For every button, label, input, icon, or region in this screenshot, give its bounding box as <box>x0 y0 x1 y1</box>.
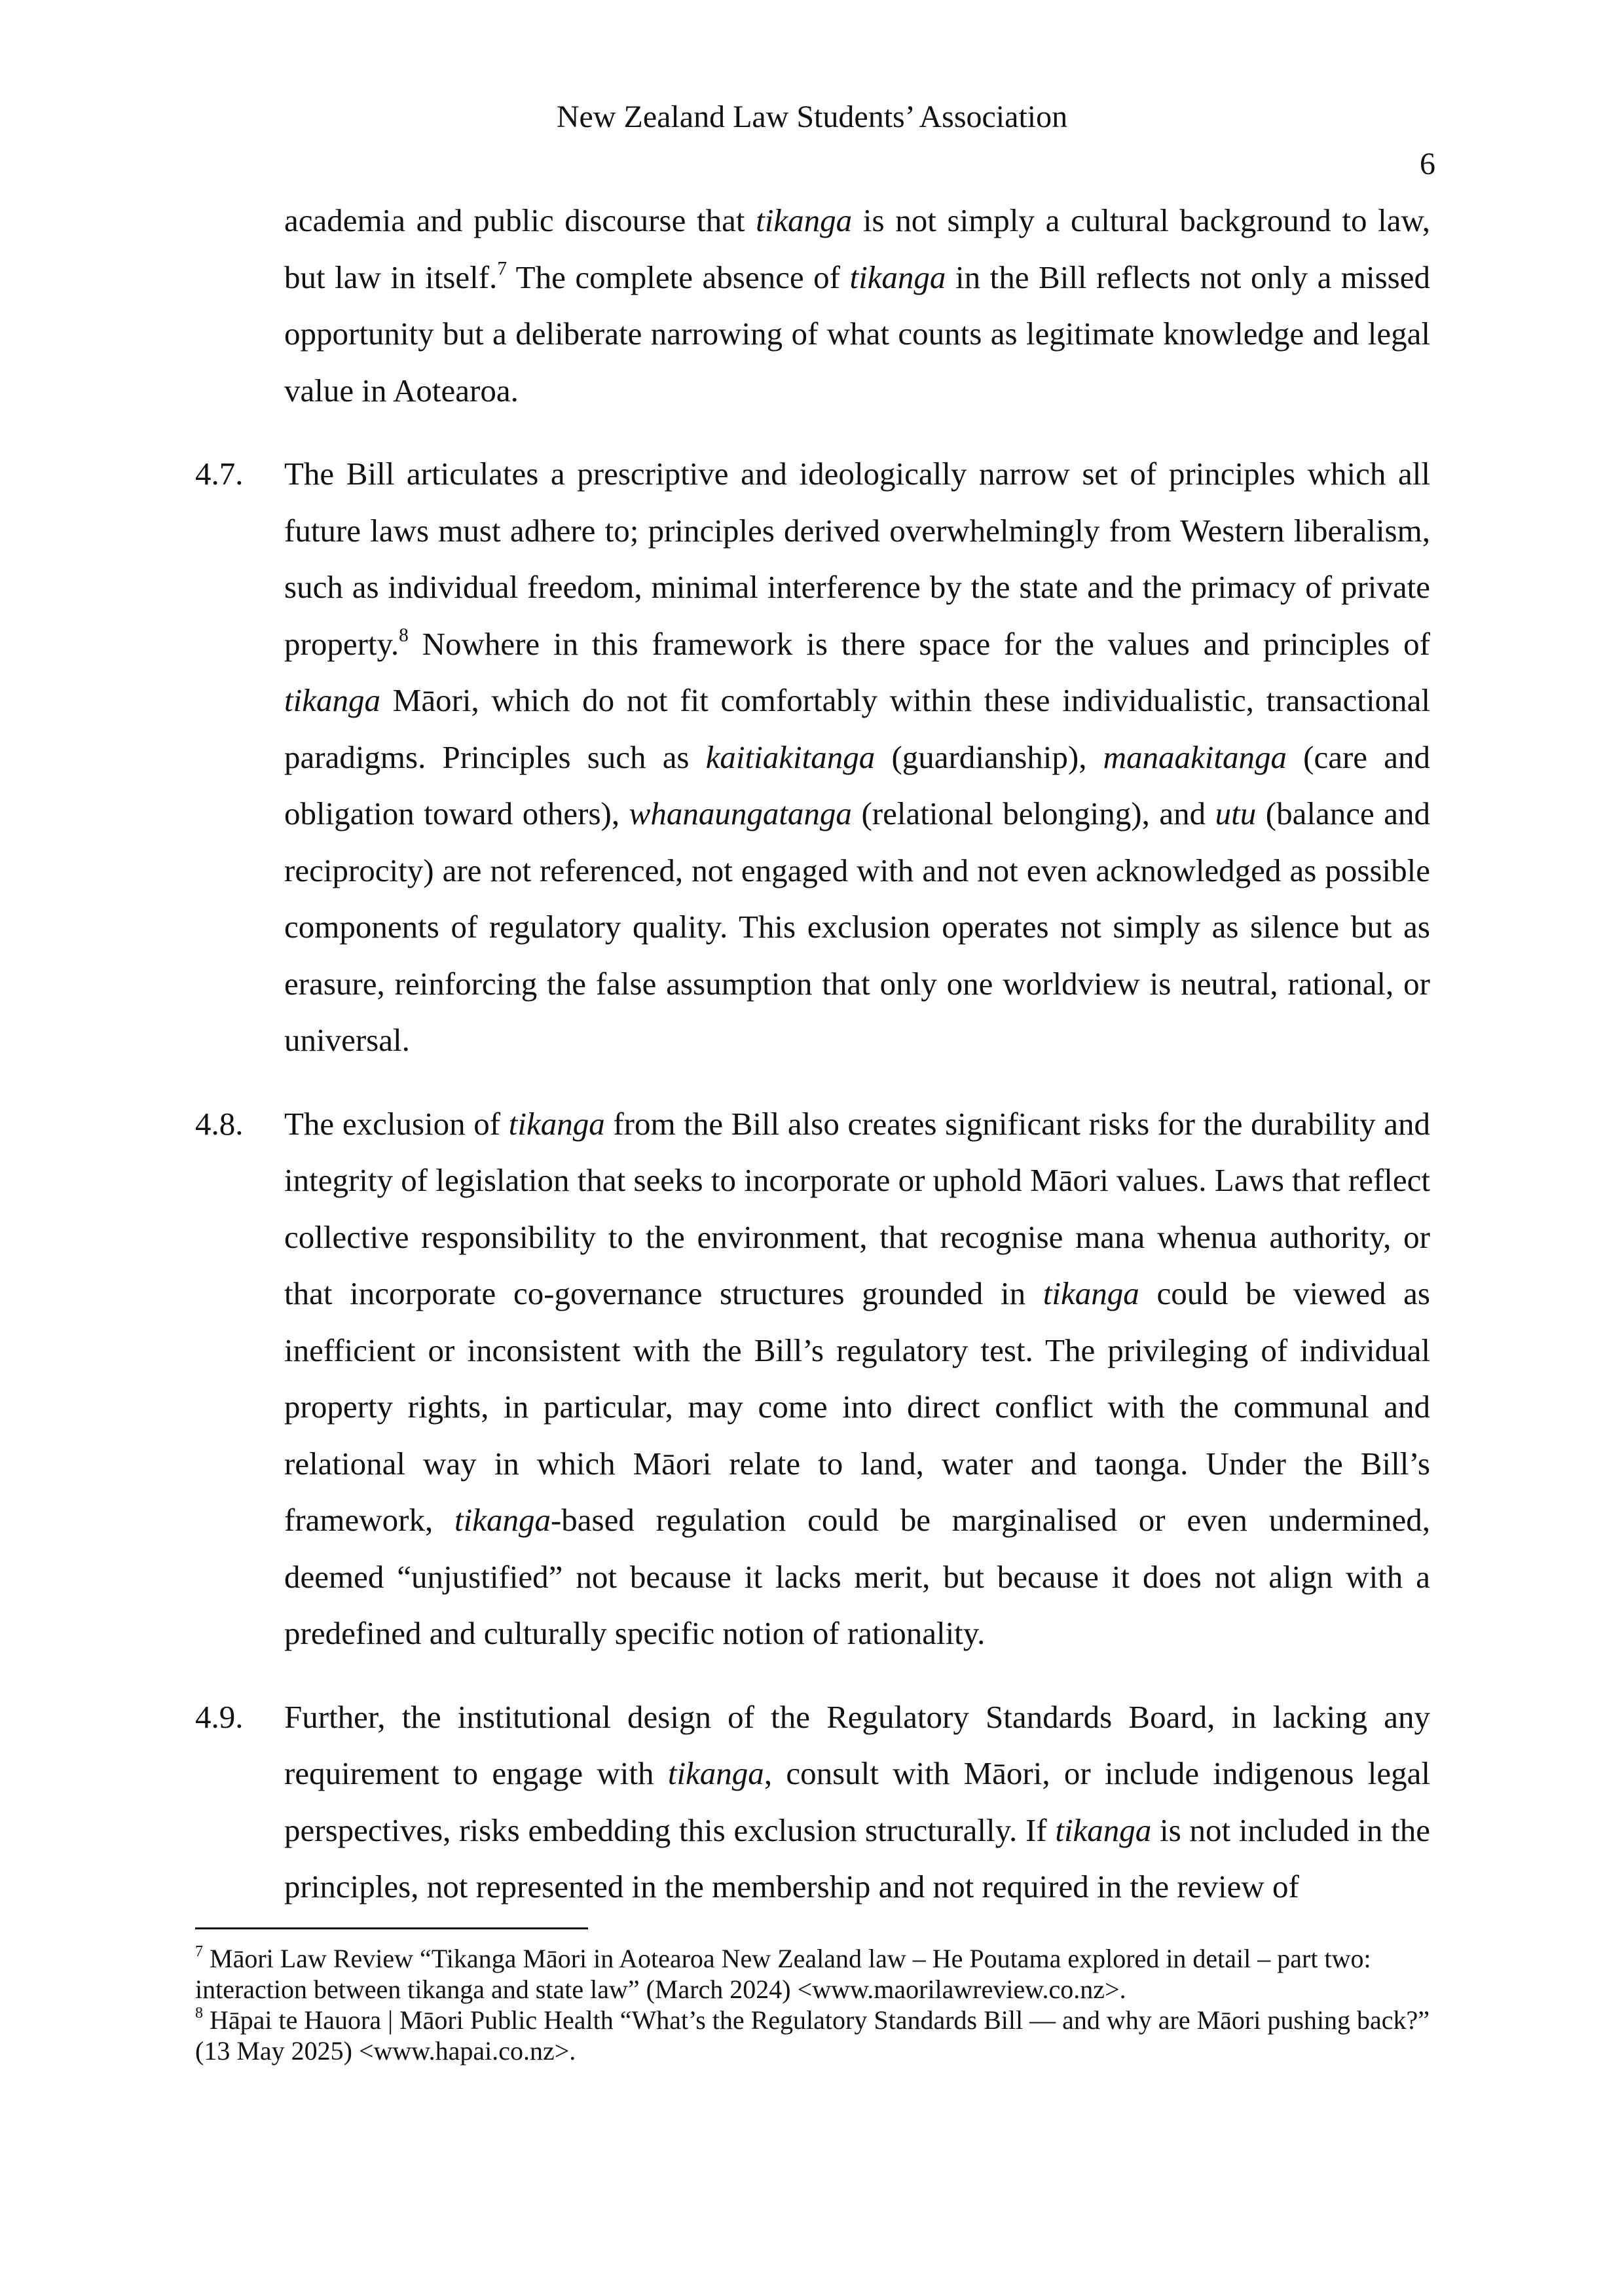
running-header: New Zealand Law Students’ Association <box>556 100 1068 134</box>
text-run: (guardianship), <box>875 738 1103 775</box>
footnote-reference: 7 <box>497 257 507 279</box>
italic-term: tikanga <box>667 1755 764 1791</box>
text-run: from the Bill also creates significant risks for the durability and integrity of legislation that seeks to incorporate or uphold Māori values. Laws that reflect collective responsibility to the environment, that recognise mana whenua authority, or that incorporate co-governance structures grounded in <box>284 1105 1430 1311</box>
paragraph-text <box>284 1689 1430 1916</box>
footnote-7 <box>195 1943 1430 2005</box>
text-run: could be viewed as inefficient or inconsistent with the Bill’s regulatory test. The privileging of individual property rights, in particular, may come into direct conflict with the communal and relational way in which Māori relate to land, water and taonga. Under the Bill’s framework, <box>284 1275 1430 1538</box>
footnote-separator <box>195 1927 588 1929</box>
footnote-8 <box>195 2005 1430 2066</box>
text-run: -based regulation could be marginalised or even undermined, deemed “unjustified” not because it lacks merit, but because it does not align with a predefined and culturally specific notion of rationality. <box>284 1502 1430 1651</box>
paragraph-text <box>284 1096 1430 1662</box>
paragraph-number: 4.9. <box>195 1698 244 1735</box>
paragraph-4-8 <box>195 1096 1430 1662</box>
italic-term: utu <box>1215 795 1257 831</box>
italic-term: tikanga <box>508 1105 605 1142</box>
footnote-reference: 8 <box>399 624 409 646</box>
footnote-marker: 8 <box>195 2005 203 2022</box>
italic-term: tikanga <box>1055 1812 1152 1848</box>
paragraph-continuation <box>195 192 1430 419</box>
paragraph-4-7 <box>195 446 1430 1069</box>
paragraph-text <box>284 192 1430 419</box>
text-run: Nowhere in this framework is there space for the values and principles of <box>408 625 1430 662</box>
text-run: academia and public discourse that <box>284 202 756 238</box>
paragraph-4-9 <box>195 1689 1430 1916</box>
text-run: is not included in the principles, not represented in the membership and not required in the review of <box>284 1812 1430 1904</box>
text-run: (balance and reciprocity) are not referenced, not engaged with and not even acknowledged as possible components of regulatory quality. This exclusion operates not simply as silence but as erasure, reinforcing the false assumption that only one worldview is neutral, rational, or universal. <box>284 795 1430 1058</box>
italic-term: kaitiakitanga <box>705 738 876 775</box>
footnote-text: Hāpai te Hauora | Māori Public Health “What’s the Regulatory Standards Bill — and why are Māori pushing back?” (13 May 2025) <www.hapai.co.nz>. <box>195 2005 1430 2066</box>
italic-term: tikanga <box>1043 1275 1139 1311</box>
text-run: The complete absence of <box>507 259 850 295</box>
text-run: , consult with Māori, or include indigenous legal perspectives, risks embedding this exclusion structurally. If <box>284 1755 1430 1848</box>
italic-term: tikanga <box>756 202 853 238</box>
document-body <box>195 192 1430 1942</box>
text-run: The exclusion of <box>284 1105 509 1142</box>
text-run: Māori, which do not fit comfortably within these individualistic, transactional paradigms. Principles such as <box>284 682 1430 775</box>
footnote-text: Māori Law Review “Tikanga Māori in Aotearoa New Zealand law – He Poutama explored in detail – part two: interaction between tikanga and state law” (March 2024) <www.maorilawreview.co.nz>. <box>195 1944 1371 2004</box>
text-run: (relational belonging), and <box>851 795 1215 831</box>
text-run: (care and obligation toward others), <box>284 738 1430 831</box>
paragraph-number: 4.8. <box>195 1105 244 1142</box>
page-number: 6 <box>1420 147 1435 181</box>
italic-term: tikanga <box>849 259 946 295</box>
text-run: in the Bill reflects not only a missed opportunity but a deliberate narrowing of what counts as legitimate knowledge and legal value in Aotearoa. <box>284 259 1430 409</box>
text-run: Further, the institutional design of the Regulatory Standards Board, in lacking any requirement to engage with <box>284 1698 1430 1791</box>
footnote-marker: 7 <box>195 1943 203 1961</box>
text-run: The Bill articulates a prescriptive and ideologically narrow set of principles which all future laws must adhere to; principles derived overwhelmingly from Western liberalism, such as individual freedom, minimal interference by the state and the primacy of private property. <box>284 456 1430 662</box>
text-run: is not simply a cultural background to law, but law in itself. <box>284 202 1430 295</box>
italic-term: tikanga <box>284 682 380 718</box>
italic-term: whanaungatanga <box>629 795 852 831</box>
italic-term: tikanga <box>454 1502 551 1538</box>
italic-term: manaakitanga <box>1103 738 1287 775</box>
footnotes <box>195 1943 1430 2066</box>
paragraph-number: 4.7. <box>195 456 244 492</box>
paragraph-text <box>284 446 1430 1069</box>
